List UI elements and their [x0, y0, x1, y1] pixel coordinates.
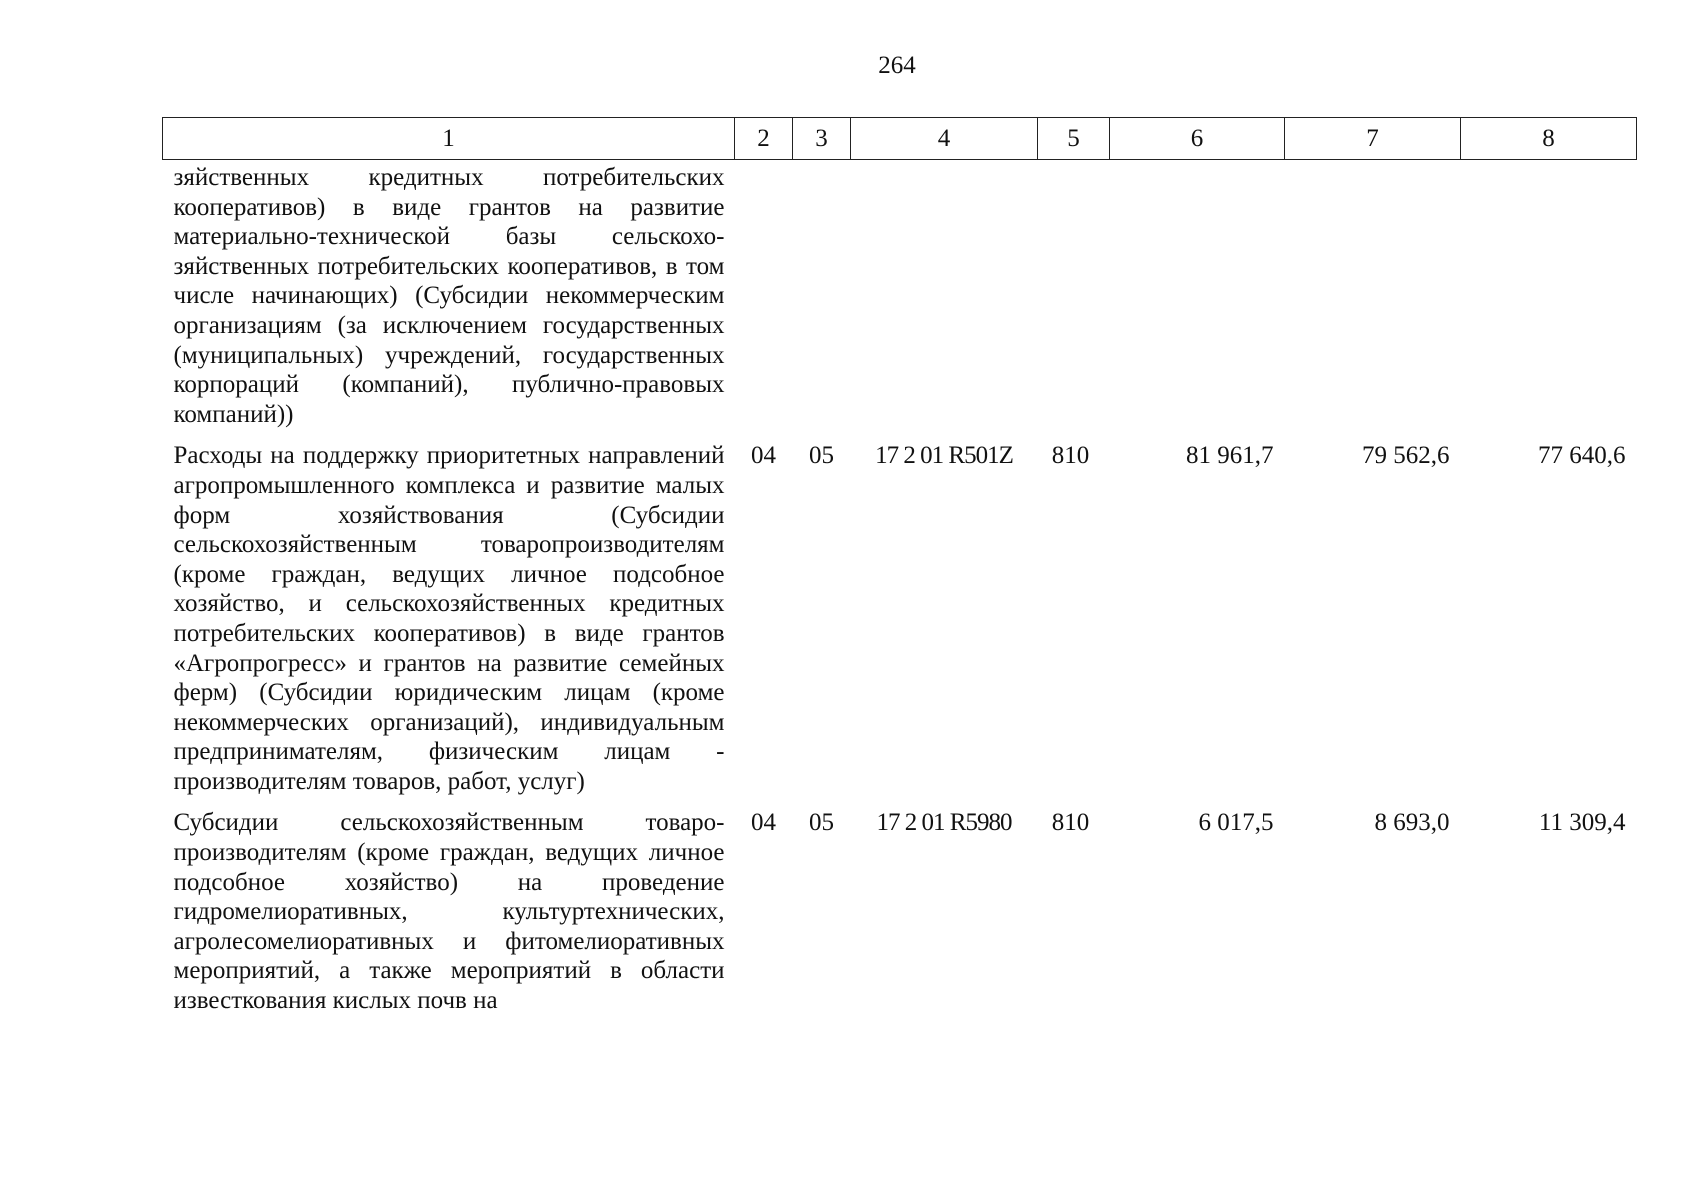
- expense-type-code: 810: [1051, 442, 1090, 470]
- subsection-code: 05: [809, 442, 834, 470]
- amount-col-6: 6 017,5: [1198, 809, 1274, 837]
- amount-col-8: 11 309,4: [1538, 809, 1626, 837]
- budget-table: [162, 117, 1637, 1016]
- header-col-5: 5: [1038, 118, 1110, 160]
- table-row: [163, 160, 1637, 430]
- expense-type-code: 810: [1051, 809, 1090, 837]
- table-row: [163, 796, 1637, 1015]
- amount-col-6: 81 961,7: [1186, 442, 1274, 470]
- header-col-6: 6: [1110, 118, 1285, 160]
- section-code: 04: [751, 442, 776, 470]
- table-row: [163, 429, 1637, 796]
- target-article-code: 17 2 01 R5980: [876, 809, 1012, 837]
- expense-type-code: [1038, 160, 1110, 430]
- target-article-code: 17 2 01 R501Z: [875, 442, 1013, 470]
- header-col-3: 3: [793, 118, 851, 160]
- amount-col-7: 8 693,0: [1374, 809, 1450, 837]
- amount-col-7: [1285, 160, 1461, 430]
- target-article-code: [851, 160, 1038, 430]
- table-header-row: [163, 118, 1637, 160]
- row-description: Расходы на поддержку приоритетных направлений агропромышленного комплекса и развитие малых форм хозяйствования (Субсидии сельскохозяйственным товаропроизводителям (кроме граждан, ведущих личное подсобное хозяйство, и сельскохозяйственных кредитных потребительских кооперативов) в виде грантов «Агропрогресс» и грантов на развитие семейных ферм) (Субсидии юридическим лицам (кроме некоммерческих организаций), индивидуальным предпринимателям, физическим лицам - производителям товаров, работ, услуг): [173, 442, 725, 795]
- amount-col-7: 79 562,6: [1362, 442, 1450, 470]
- header-col-1: 1: [163, 118, 735, 160]
- page-number: 264: [878, 52, 916, 79]
- row-description: Субсидии сельскохозяйственным товаропроизводителям (кроме граждан, ведущих личное подсобное хозяйство) на проведение гидромелиоративных, культуртехнических, агролесомелиоративных и фитомелиоративных мероприятий, а также мероприятий в области известкования кислых почв на: [173, 809, 725, 1015]
- amount-col-6: [1110, 160, 1285, 430]
- header-col-8: 8: [1461, 118, 1637, 160]
- row-description: зяйственных кредитных потребительских кооперативов) в виде грантов на развитие материально-технической базы сельскохозяйственных потребительских кооперативов, в том числе начинающих) (Субсидии некоммерческим организациям (за исключением государственных (муниципальных) учреждений, государственных корпораций (компаний), публично-правовых компаний)): [173, 164, 725, 428]
- section-code: [735, 160, 793, 430]
- section-code: 04: [751, 809, 776, 837]
- header-col-2: 2: [735, 118, 793, 160]
- amount-col-8: 77 640,6: [1538, 442, 1626, 470]
- subsection-code: 05: [809, 809, 834, 837]
- header-col-7: 7: [1285, 118, 1461, 160]
- amount-col-8: [1461, 160, 1637, 430]
- header-col-4: 4: [851, 118, 1038, 160]
- subsection-code: [793, 160, 851, 430]
